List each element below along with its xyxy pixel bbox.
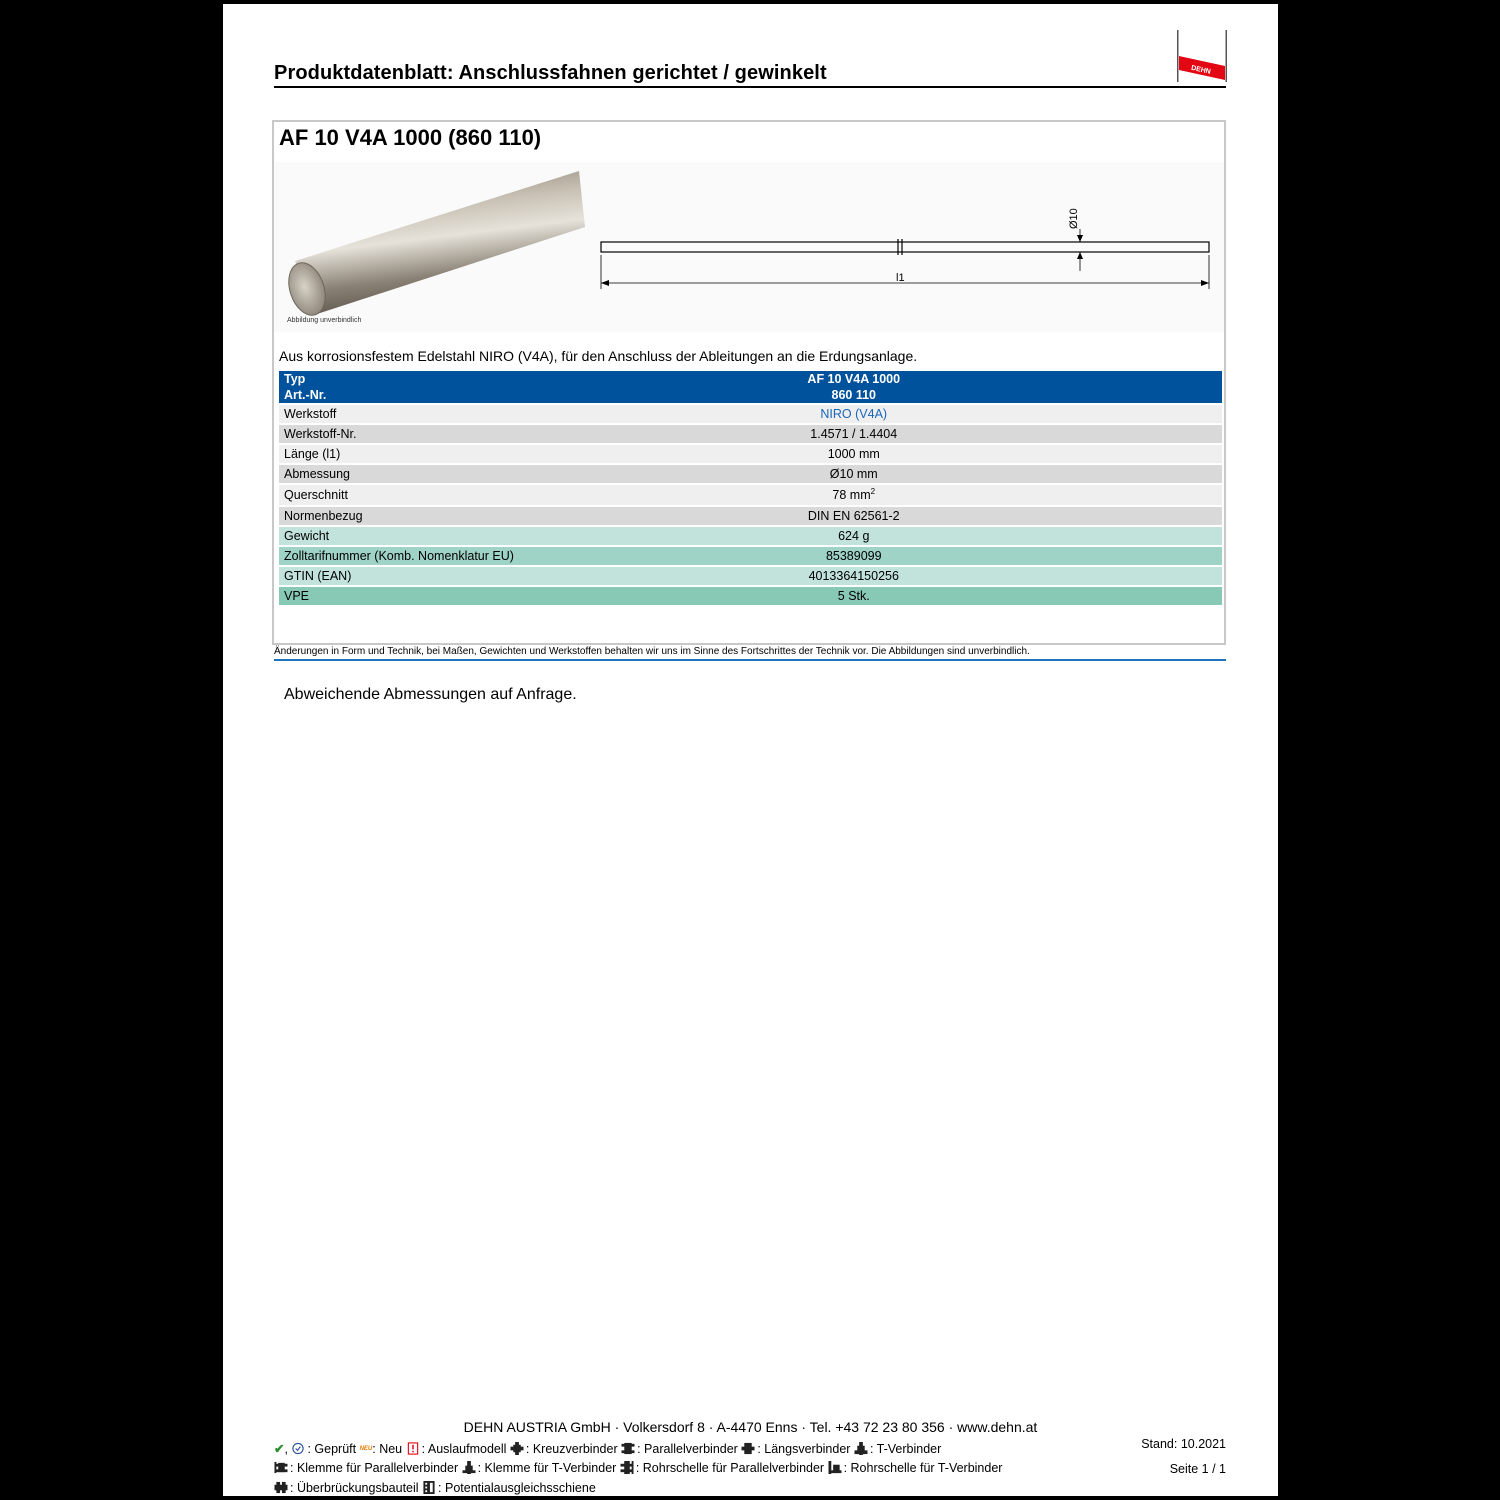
spec-header-value: AF 10 V4A 1000 [751, 371, 1223, 387]
spec-row [279, 465, 1222, 485]
spec-row [279, 485, 1222, 507]
approved-seal-icon [291, 1442, 305, 1455]
legend-clamp-parallel: : Klemme für Parallelverbinder [290, 1461, 459, 1475]
dehn-logo [1177, 30, 1227, 82]
spec-header-label: Art.-Nr. [279, 387, 751, 405]
discontinued-icon [406, 1442, 420, 1455]
diameter-label: Ø10 [1068, 208, 1080, 229]
legend-equipotential: : Potentialausgleichsschiene [438, 1481, 596, 1495]
spec-label: Gewicht [279, 527, 751, 547]
clamp-t-icon [462, 1461, 476, 1474]
spec-value: 1.4571 / 1.4404 [751, 425, 1223, 445]
legend-new: : Neu [372, 1442, 403, 1456]
spec-label: Abmessung [279, 465, 751, 485]
legend-bridging: : Überbrückungsbauteil [290, 1481, 419, 1495]
legend-line-3 [274, 1481, 596, 1495]
spec-header-value: 860 110 [751, 387, 1223, 405]
arrowhead-left [601, 280, 609, 286]
spec-header-label: Typ [279, 371, 751, 387]
product-photo [287, 169, 587, 319]
legend-parallel: : Parallelverbinder [637, 1442, 738, 1456]
spec-label: Werkstoff-Nr. [279, 425, 751, 445]
spec-row [279, 587, 1222, 607]
checkmark-icon: ✔ [274, 1442, 285, 1456]
drawing-rod-outline [601, 242, 1209, 252]
rod-body [295, 171, 585, 314]
spec-value [751, 485, 1223, 507]
spec-row [279, 527, 1222, 547]
company-address: DEHN AUSTRIA GmbH · Volkersdorf 8 · A-4470 Enns · Tel. +43 72 23 80 356 · www.dehn.at [463, 1419, 1038, 1435]
spec-label: GTIN (EAN) [279, 567, 751, 587]
spec-label: Werkstoff [279, 405, 751, 425]
spec-row [279, 547, 1222, 567]
new-badge-icon: NEU [359, 1446, 373, 1452]
spec-value-text: 78 mm [832, 488, 871, 503]
legend-line-1 [274, 1441, 941, 1456]
arrowhead-right [1201, 280, 1209, 286]
spec-label: Normenbezug [279, 507, 751, 527]
legend-approved: : Geprüft [307, 1442, 357, 1456]
logo-stem [1177, 30, 1179, 82]
arrowhead-up [1077, 252, 1083, 259]
spec-value: 4013364150256 [751, 567, 1223, 587]
document-title: Produktdatenblatt: Anschlussfahnen gerichtet / gewinkelt [274, 62, 827, 84]
spec-header-row [279, 387, 1222, 405]
spec-header-row [279, 371, 1222, 387]
spec-value: 1000 mm [751, 445, 1223, 465]
spec-value: Ø10 mm [751, 465, 1223, 485]
spec-row [279, 507, 1222, 527]
page-number: Seite 1 / 1 [1169, 1462, 1226, 1476]
disclaimer-text: Änderungen in Form und Technik, bei Maßen, Gewichten und Werkstoffen behalten wir uns im Sinne des Fortschrittes der Technik vor. Die Abbildungen sind unverbindlich. [274, 646, 1030, 657]
technical-drawing [598, 199, 1218, 299]
legend-cross: : Kreuzverbinder [525, 1442, 618, 1456]
spec-value: 85389099 [751, 547, 1223, 567]
legend-longitudinal: : Längsverbinder [757, 1442, 851, 1456]
spec-value: DIN EN 62561-2 [751, 507, 1223, 527]
material-link[interactable]: NIRO (V4A) [820, 407, 888, 421]
spec-label: Länge (l1) [279, 445, 751, 465]
spec-row [279, 425, 1222, 445]
spec-table [279, 371, 1222, 607]
longitudinal-connector-icon [741, 1442, 755, 1455]
spec-label: Querschnitt [279, 485, 751, 507]
legend-discontinued: : Auslaufmodell [421, 1442, 507, 1456]
logo-stem-right [1226, 30, 1228, 82]
legend-line-2 [274, 1461, 1002, 1475]
pipe-clamp-t-icon [828, 1461, 842, 1474]
revision-date: Stand: 10.2021 [1141, 1437, 1226, 1451]
spec-value-link[interactable] [751, 405, 1223, 425]
disclaimer-divider [274, 659, 1226, 661]
cross-connector-icon [510, 1442, 524, 1455]
title-divider [274, 86, 1226, 88]
spec-value: 624 g [751, 527, 1223, 547]
spec-label: VPE [279, 587, 751, 607]
legend-separator: , [284, 1442, 288, 1456]
parallel-connector-icon [621, 1442, 635, 1455]
logo-text: DEHN [1190, 64, 1212, 76]
spec-label: Zolltarifnummer (Komb. Nomenklatur EU) [279, 547, 751, 567]
note-text: Abweichende Abmessungen auf Anfrage. [284, 686, 577, 703]
length-label: l1 [896, 272, 905, 284]
legend-pipe-clamp-t: : Rohrschelle für T-Verbinder [843, 1461, 1003, 1475]
spec-value: 5 Stk. [751, 587, 1223, 607]
datasheet-page [223, 4, 1278, 1496]
bridging-component-icon [274, 1481, 288, 1494]
product-title: AF 10 V4A 1000 (860 110) [279, 125, 542, 150]
spec-row [279, 445, 1222, 465]
clamp-parallel-icon [274, 1461, 288, 1474]
spec-row [279, 405, 1222, 425]
image-caption: Abbildung unverbindlich [287, 317, 362, 324]
spec-row [279, 567, 1222, 587]
legend-clamp-t: : Klemme für T-Verbinder [477, 1461, 617, 1475]
arrowhead-down [1077, 235, 1083, 242]
equipotential-bar-icon [422, 1481, 436, 1494]
legend-pipe-clamp-parallel: : Rohrschelle für Parallelverbinder [635, 1461, 825, 1475]
pipe-clamp-parallel-icon [620, 1461, 634, 1474]
legend-t: : T-Verbinder [869, 1442, 942, 1456]
product-description: Aus korrosionsfestem Edelstahl NIRO (V4A), für den Anschluss der Ableitungen an die Erdungsanlage. [279, 348, 918, 364]
spec-value-superscript: 2 [870, 487, 876, 497]
t-connector-icon [854, 1442, 868, 1455]
